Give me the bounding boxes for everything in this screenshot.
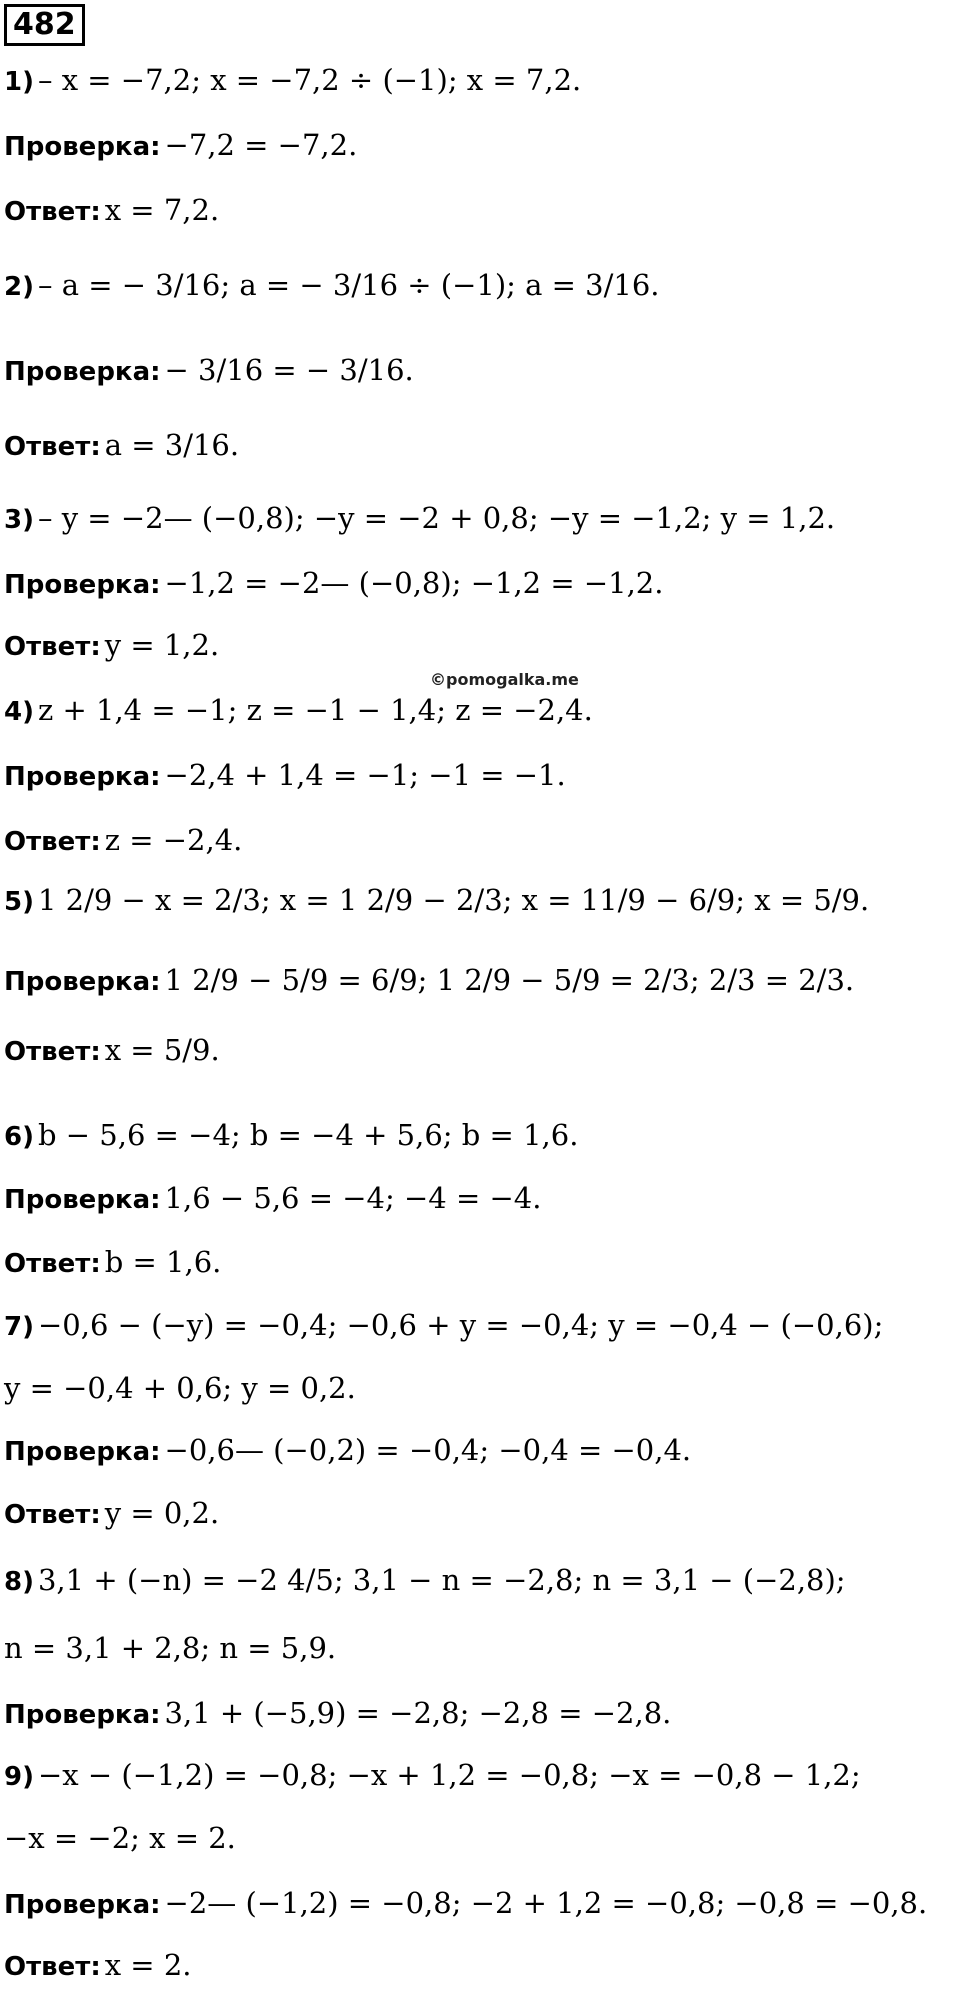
line-expression: 3,1 + (−n) = −2 4/5; 3,1 − n = −2,8; n = 3,1 − (−2,8); (37, 1563, 846, 1597)
line-label: Проверка: (4, 1185, 161, 1215)
line-label: Ответ: (4, 1500, 101, 1530)
solution-line (4, 60, 581, 102)
line-label: Ответ: (4, 632, 101, 662)
solution-line (4, 1493, 219, 1535)
line-label: Проверка: (4, 967, 161, 997)
line-expression: x = 2. (104, 1948, 192, 1982)
solution-line (4, 1368, 356, 1408)
line-expression: y = −0,4 + 0,6; y = 0,2. (4, 1371, 356, 1405)
line-expression: x = 5/9. (104, 1033, 220, 1067)
solution-line (4, 350, 414, 392)
line-expression: −7,2 = −7,2. (164, 128, 358, 162)
line-label: Ответ: (4, 1952, 101, 1982)
line-expression: −0,6 − (−y) = −0,4; −0,6 + y = −0,4; y = −0,4 − (−0,6); (37, 1308, 884, 1342)
solution-line (4, 1693, 671, 1735)
line-expression: – a = − 3/16; a = − 3/16 ÷ (−1); a = 3/16. (37, 268, 660, 302)
line-expression: x = 7,2. (104, 193, 220, 227)
solution-line (4, 1030, 220, 1072)
line-expression: −x = −2; x = 2. (4, 1821, 236, 1855)
line-label: Проверка: (4, 570, 161, 600)
line-expression: a = 3/16. (104, 428, 240, 462)
line-label: 9) (4, 1762, 34, 1792)
solution-line (4, 498, 835, 540)
solution-line (4, 190, 219, 232)
solution-line (4, 1755, 861, 1797)
solution-line (4, 1430, 691, 1472)
solution-line (4, 1242, 221, 1284)
problem-number: 482 (4, 4, 85, 46)
line-expression: 1 2/9 − 5/9 = 6/9; 1 2/9 − 5/9 = 2/3; 2/3 = 2/3. (164, 963, 855, 997)
line-label: Ответ: (4, 1249, 101, 1279)
line-expression: −2— (−1,2) = −0,8; −2 + 1,2 = −0,8; −0,8 = −0,8. (164, 1886, 928, 1920)
line-expression: −1,2 = −2— (−0,8); −1,2 = −1,2. (164, 566, 664, 600)
line-label: 7) (4, 1312, 34, 1342)
solution-line (4, 1628, 336, 1668)
line-label: 4) (4, 697, 34, 727)
solution-line (4, 960, 854, 1002)
line-expression: −2,4 + 1,4 = −1; −1 = −1. (164, 758, 566, 792)
solution-line (4, 1560, 846, 1602)
line-expression: −x − (−1,2) = −0,8; −x + 1,2 = −0,8; −x = −0,8 − 1,2; (37, 1758, 861, 1792)
line-expression: − 3/16 = − 3/16. (164, 353, 414, 387)
line-expression: – x = −7,2; x = −7,2 ÷ (−1); x = 7,2. (37, 63, 582, 97)
line-label: Проверка: (4, 1890, 161, 1920)
line-label: Ответ: (4, 197, 101, 227)
line-label: 1) (4, 67, 34, 97)
solution-line (4, 755, 566, 797)
line-label: Ответ: (4, 1037, 101, 1067)
line-expression: – y = −2— (−0,8); −y = −2 + 0,8; −y = −1,2; y = 1,2. (37, 501, 836, 535)
solution-line (4, 820, 242, 862)
solution-line (4, 625, 219, 667)
solution-line (4, 1945, 192, 1987)
line-label: Ответ: (4, 827, 101, 857)
line-label: Ответ: (4, 432, 101, 462)
watermark: ©pomogalka.me (430, 670, 579, 689)
line-expression: 1 2/9 − x = 2/3; x = 1 2/9 − 2/3; x = 11/9 − 6/9; x = 5/9. (37, 883, 870, 917)
line-expression: y = 0,2. (104, 1496, 220, 1530)
line-label: 8) (4, 1567, 34, 1597)
line-expression: −0,6— (−0,2) = −0,4; −0,4 = −0,4. (164, 1433, 692, 1467)
solution-line (4, 690, 593, 732)
line-label: 6) (4, 1122, 34, 1152)
line-label: 5) (4, 887, 34, 917)
solution-line (4, 1178, 541, 1220)
line-expression: 3,1 + (−5,9) = −2,8; −2,8 = −2,8. (164, 1696, 672, 1730)
solution-line (4, 880, 869, 922)
line-expression: 1,6 − 5,6 = −4; −4 = −4. (164, 1181, 542, 1215)
solution-line (4, 1305, 883, 1347)
line-label: Проверка: (4, 1437, 161, 1467)
solution-line (4, 1883, 927, 1925)
line-label: 3) (4, 505, 34, 535)
line-expression: b − 5,6 = −4; b = −4 + 5,6; b = 1,6. (37, 1118, 579, 1152)
line-label: Проверка: (4, 132, 161, 162)
line-expression: n = 3,1 + 2,8; n = 5,9. (4, 1631, 337, 1665)
solution-line (4, 425, 239, 467)
line-expression: y = 1,2. (104, 628, 220, 662)
solution-line (4, 265, 660, 307)
line-label: 2) (4, 272, 34, 302)
solution-line (4, 1818, 236, 1858)
line-label: Проверка: (4, 357, 161, 387)
solution-line (4, 125, 357, 167)
line-expression: z + 1,4 = −1; z = −1 − 1,4; z = −2,4. (37, 693, 593, 727)
solution-line (4, 1115, 578, 1157)
line-label: Проверка: (4, 762, 161, 792)
line-label: Проверка: (4, 1700, 161, 1730)
line-expression: z = −2,4. (104, 823, 243, 857)
solution-line (4, 563, 663, 605)
line-expression: b = 1,6. (104, 1245, 222, 1279)
